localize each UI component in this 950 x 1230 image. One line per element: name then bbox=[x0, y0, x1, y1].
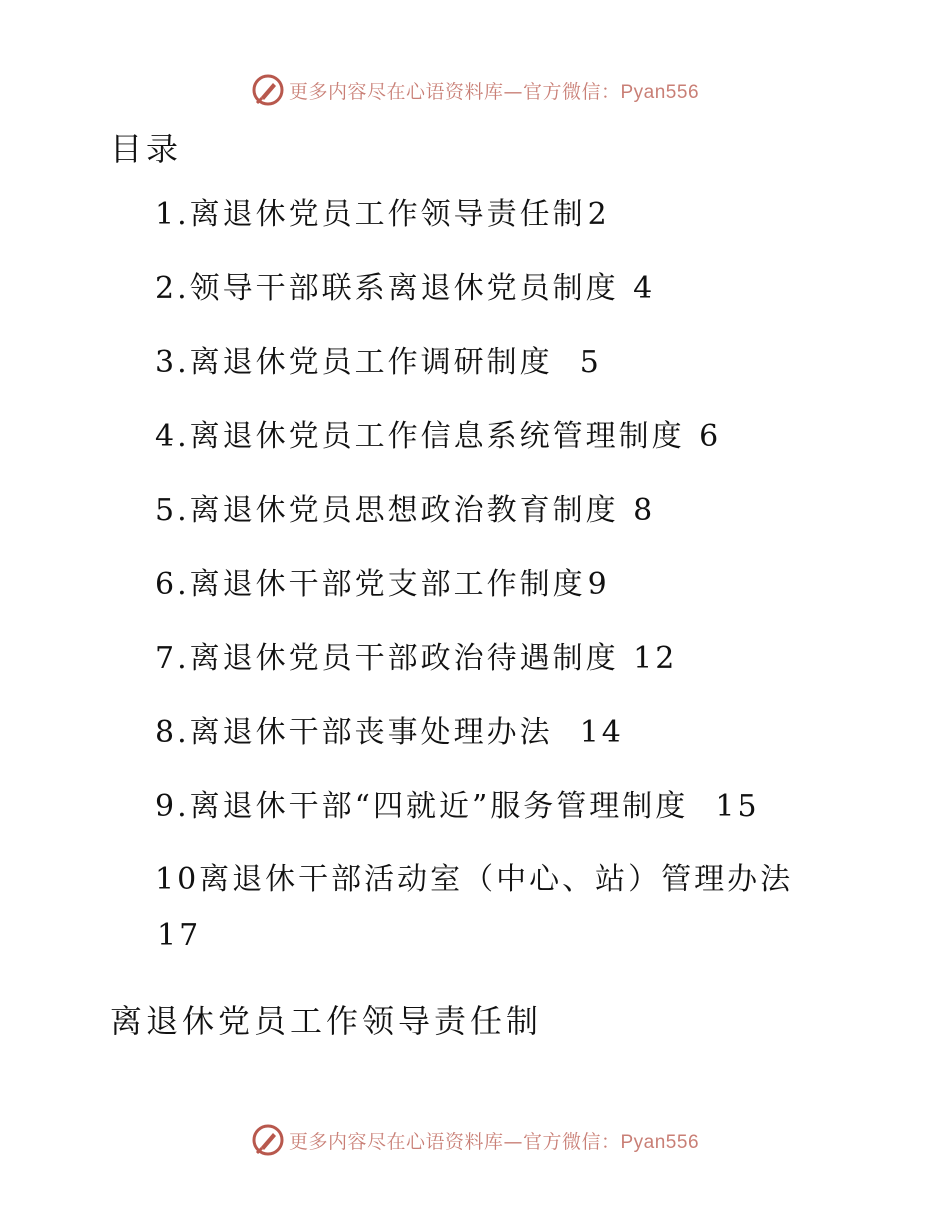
toc-item-label: 8.离退休干部丧事处理办法 bbox=[155, 715, 553, 750]
toc-item-page: 9 bbox=[587, 567, 610, 602]
toc-item-page: 5 bbox=[554, 345, 602, 380]
toc-item-page: 15 bbox=[690, 789, 760, 824]
toc-item[interactable] bbox=[155, 270, 845, 307]
watermark-text: 更多内容尽在心语资料库—官方微信：Pyan556 bbox=[288, 1130, 700, 1153]
toc-item-label: 10离退休干部活动室（中心、站）管理办法 bbox=[155, 862, 794, 897]
section-heading: 离退休党员工作领导责任制 bbox=[110, 1002, 543, 1040]
watermark-account: Pyan556 bbox=[620, 81, 700, 103]
toc-item-label: 2.领导干部联系离退休党员制度 bbox=[155, 271, 619, 306]
toc-item[interactable] bbox=[155, 640, 845, 677]
toc-item-page: 12 bbox=[620, 641, 678, 676]
toc-item[interactable] bbox=[155, 788, 845, 825]
toc-item[interactable] bbox=[155, 492, 845, 529]
toc-item-label: 9.离退休干部“四就近”服务管理制度 bbox=[155, 789, 689, 824]
toc-item-page: 4 bbox=[620, 271, 656, 306]
toc-item[interactable] bbox=[155, 566, 845, 603]
toc-item-label: 6.离退休干部党支部工作制度 bbox=[155, 567, 586, 602]
toc-item-page: 2 bbox=[587, 197, 610, 232]
toc-item-label: 1.离退休党员工作领导责任制 bbox=[155, 197, 586, 232]
toc-heading: 目录 bbox=[110, 130, 183, 168]
toc-item-label: 3.离退休党员工作调研制度 bbox=[155, 345, 553, 380]
toc-item[interactable] bbox=[155, 852, 815, 964]
toc-list bbox=[155, 196, 845, 1001]
pen-logo-icon bbox=[251, 73, 285, 107]
toc-item-page: 14 bbox=[554, 715, 624, 750]
pen-logo-icon bbox=[251, 1123, 285, 1157]
toc-item[interactable] bbox=[155, 344, 845, 381]
toc-item-page: 6 bbox=[686, 419, 722, 454]
toc-item[interactable] bbox=[155, 196, 845, 233]
toc-item-label: 4.离退休党员工作信息系统管理制度 bbox=[155, 419, 685, 454]
toc-item-label: 7.离退休党员干部政治待遇制度 bbox=[155, 641, 619, 676]
watermark-text: 更多内容尽在心语资料库—官方微信：Pyan556 bbox=[288, 80, 700, 103]
toc-item[interactable] bbox=[155, 714, 845, 751]
toc-item[interactable] bbox=[155, 418, 845, 455]
watermark-footer bbox=[0, 1120, 950, 1160]
toc-item-label: 5.离退休党员思想政治教育制度 bbox=[155, 493, 619, 528]
toc-item-page: 8 bbox=[620, 493, 656, 528]
watermark-header bbox=[0, 70, 950, 110]
watermark-account: Pyan556 bbox=[620, 1131, 700, 1153]
toc-item-page: 17 bbox=[157, 918, 202, 953]
